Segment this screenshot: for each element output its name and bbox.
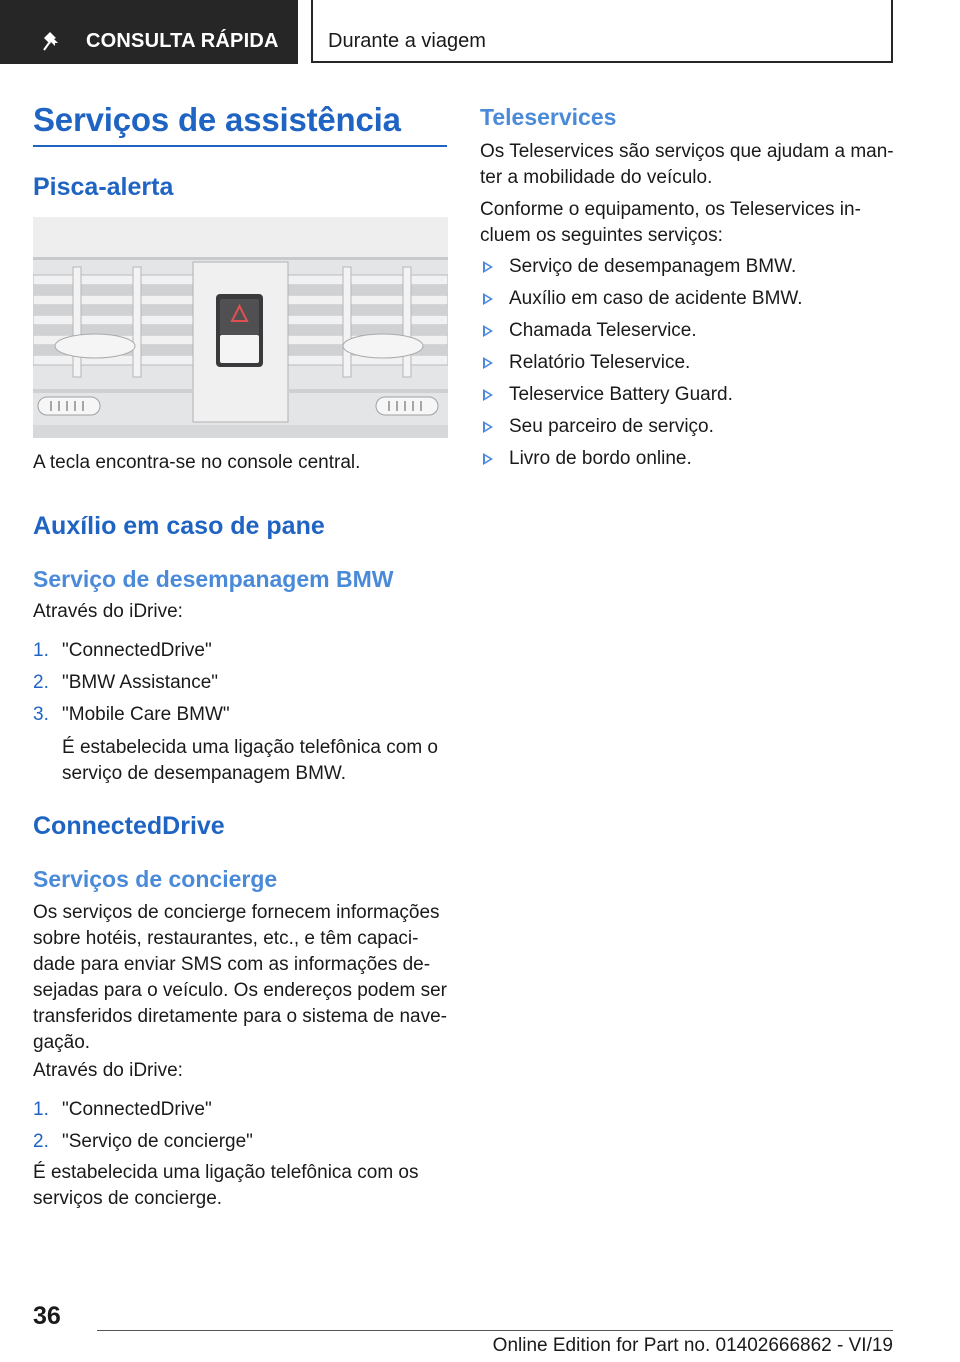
breakdown-step-text: "Mobile Care BMW" — [62, 704, 230, 725]
teleservices-item: Relatório Teleservice. — [509, 352, 691, 373]
bullet-triangle-icon — [483, 261, 493, 273]
concierge-paragraph-line: transferidos diretamente para o sistema de nave- — [33, 1006, 447, 1027]
breakdown-step-text: "ConnectedDrive" — [62, 640, 212, 661]
concierge-step-text: "ConnectedDrive" — [62, 1099, 212, 1120]
concierge-paragraph-line: Os serviços de concierge fornecem informações — [33, 902, 440, 923]
breakdown-intro: Através do iDrive: — [33, 601, 183, 622]
teleservices-item: Livro de bordo online. — [509, 448, 692, 469]
breakdown-step-text: "BMW Assistance" — [62, 672, 219, 693]
bullet-triangle-icon — [483, 293, 493, 305]
page-number: 36 — [33, 1302, 61, 1330]
breakdown-step-number: 3. — [33, 704, 49, 725]
page-title: Serviços de assistência — [33, 101, 401, 138]
bullet-triangle-icon — [483, 357, 493, 369]
concierge-result-line: serviços de concierge. — [33, 1188, 223, 1209]
bullet-triangle-icon — [483, 453, 493, 465]
breakdown-step-number: 2. — [33, 672, 49, 693]
teleservices-item: Seu parceiro de serviço. — [509, 416, 714, 437]
hazard-button-photo — [33, 217, 448, 438]
concierge-subheading: Serviços de concierge — [33, 866, 278, 892]
teleservices-item: Auxílio em caso de acidente BMW. — [509, 288, 803, 309]
bullet-triangle-icon — [483, 325, 493, 337]
title-underline — [33, 145, 447, 147]
breakdown-step-number: 1. — [33, 640, 49, 661]
concierge-result-line: É estabelecida uma ligação telefônica com os — [33, 1162, 419, 1183]
hazard-heading: Pisca-alerta — [33, 173, 174, 201]
teleservices-paragraph-line: ter a mobilidade do veículo. — [480, 167, 713, 188]
teleservices-heading: Teleservices — [480, 104, 617, 130]
breakdown-subheading: Serviço de desempanagem BMW — [33, 566, 394, 592]
console-illustration — [33, 217, 448, 438]
concierge-paragraph-line: gação. — [33, 1032, 91, 1053]
teleservices-paragraph-line: cluem os seguintes serviços: — [480, 225, 723, 246]
concierge-paragraph-line: sobre hotéis, restaurantes, etc., e têm capaci- — [33, 928, 419, 949]
quick-reference-tab[interactable] — [0, 0, 298, 64]
breakdown-heading: Auxílio em caso de pane — [33, 512, 325, 540]
breakdown-result-line: É estabelecida uma ligação telefônica com o — [62, 737, 439, 758]
bullet-triangle-icon — [483, 389, 493, 401]
teleservices-item: Teleservice Battery Guard. — [509, 384, 733, 405]
footer-edition: Online Edition for Part no. 01402666862 - VI/19 — [492, 1335, 893, 1356]
section-tab-label: Durante a viagem — [328, 30, 486, 52]
concierge-step-number: 2. — [33, 1131, 49, 1152]
connected-heading: ConnectedDrive — [33, 812, 225, 840]
teleservices-item: Serviço de desempanagem BMW. — [509, 256, 797, 277]
hazard-caption: A tecla encontra-se no console central. — [33, 452, 361, 473]
teleservices-paragraph-line: Os Teleservices são serviços que ajudam a man- — [480, 141, 894, 162]
quick-reference-tab-label: CONSULTA RÁPIDA — [86, 30, 279, 52]
concierge-paragraph-line: dade para enviar SMS com as informações de- — [33, 954, 431, 975]
teleservices-item: Chamada Teleservice. — [509, 320, 697, 341]
concierge-intro: Através do iDrive: — [33, 1060, 183, 1081]
section-tab[interactable] — [311, 0, 893, 63]
concierge-step-text: "Serviço de concierge" — [62, 1131, 253, 1152]
pin-icon — [42, 30, 64, 52]
concierge-paragraph-line: sejadas para o veículo. Os endereços podem ser — [33, 980, 448, 1001]
teleservices-paragraph-line: Conforme o equipamento, os Teleservices in- — [480, 199, 861, 220]
breakdown-result-line: serviço de desempanagem BMW. — [62, 763, 347, 784]
bullet-triangle-icon — [483, 421, 493, 433]
concierge-step-number: 1. — [33, 1099, 49, 1120]
footer-rule — [97, 1330, 893, 1331]
